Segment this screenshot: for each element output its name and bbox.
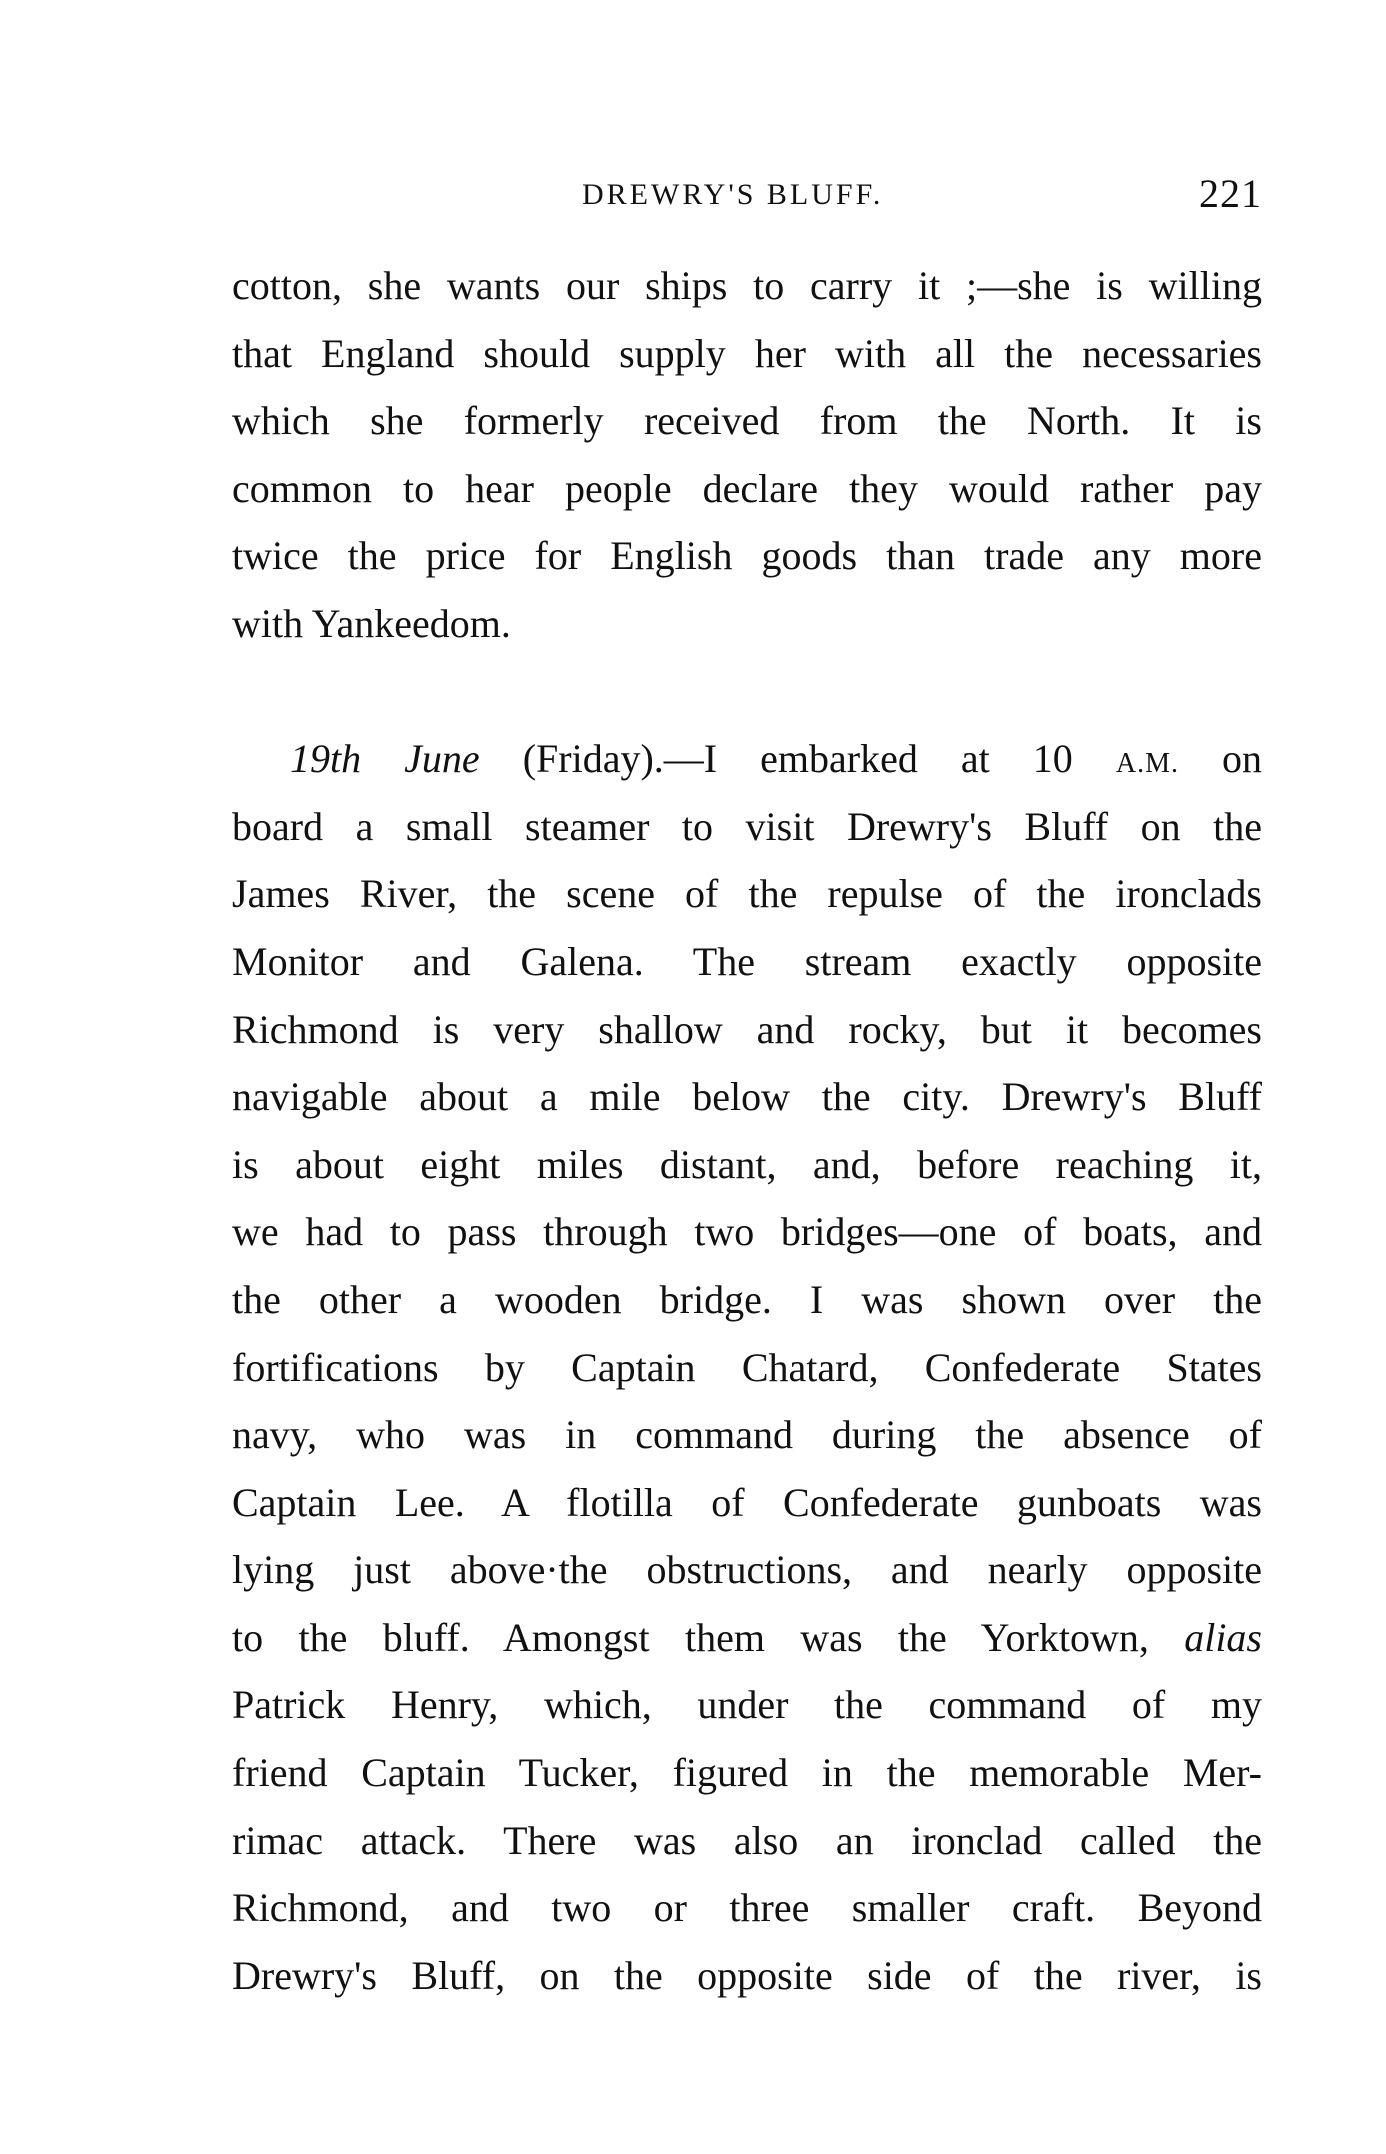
text-line: we had to pass through two bridges—one of boats, and bbox=[232, 1209, 1262, 1255]
text-line: Patrick Henry, which, under the command of my bbox=[232, 1682, 1262, 1728]
alias-italic: alias bbox=[1184, 1614, 1262, 1660]
text-line: navy, who was in command during the absence of bbox=[232, 1412, 1262, 1458]
text-line: friend Captain Tucker, figured in the memorable Mer- bbox=[232, 1750, 1262, 1796]
text-line: Drewry's Bluff, on the opposite side of the river, is bbox=[232, 1952, 1262, 1998]
text-line: Monitor and Galena. The stream exactly opposite bbox=[232, 938, 1262, 984]
text-line: Richmond is very shallow and rocky, but it becomes bbox=[232, 1006, 1262, 1052]
page-header bbox=[232, 170, 1262, 230]
running-title: DREWRY'S BLUFF. bbox=[582, 178, 884, 211]
page-number: 221 bbox=[1199, 171, 1262, 216]
line-end: on bbox=[1222, 736, 1263, 782]
text-line: James River, the scene of the repulse of the ironclads bbox=[232, 871, 1262, 917]
paragraph-gap bbox=[232, 658, 1262, 726]
text-line: Richmond, and two or three smaller craft. Beyond bbox=[232, 1885, 1262, 1931]
text-line: navigable about a mile below the city. Drewry's Bluff bbox=[232, 1074, 1262, 1120]
body-text bbox=[232, 252, 1262, 2009]
text-line-date bbox=[232, 725, 1262, 793]
text-line: with Yankeedom. bbox=[232, 600, 511, 646]
text-line: that England should supply her with all the necessaries bbox=[232, 330, 1262, 376]
paragraph-1 bbox=[232, 252, 1262, 658]
text-line: is about eight miles distant, and, before reaching it, bbox=[232, 1141, 1262, 1187]
time-suffix: A.M. bbox=[1115, 748, 1179, 780]
date-day: 19th bbox=[290, 736, 362, 782]
text-line: which she formerly received from the North. It is bbox=[232, 398, 1262, 444]
text-line: board a small steamer to visit Drewry's Bluff on the bbox=[232, 803, 1262, 849]
text-line: rimac attack. There was also an ironclad called the bbox=[232, 1817, 1262, 1863]
text-line: lying just above·the obstructions, and nearly opposite bbox=[232, 1547, 1262, 1593]
date-month: June bbox=[404, 736, 480, 782]
text-line: fortifications by Captain Chatard, Confederate States bbox=[232, 1344, 1262, 1390]
paragraph-2 bbox=[232, 725, 1262, 2009]
text-line: cotton, she wants our ships to carry it ;—she is willing bbox=[232, 263, 1262, 308]
text-line: common to hear people declare they would rather pay bbox=[232, 465, 1262, 511]
text-line: the other a wooden bridge. I was shown over the bbox=[232, 1276, 1262, 1322]
text-line: twice the price for English goods than trade any more bbox=[232, 533, 1262, 579]
text-line: Captain Lee. A flotilla of Confederate gunboats was bbox=[232, 1479, 1262, 1525]
alias-before: to the bluff. Amongst them was the Yorktown, bbox=[232, 1614, 1149, 1660]
date-rest: (Friday).—I embarked at 10 bbox=[522, 736, 1073, 782]
text-line-alias bbox=[232, 1604, 1262, 1672]
